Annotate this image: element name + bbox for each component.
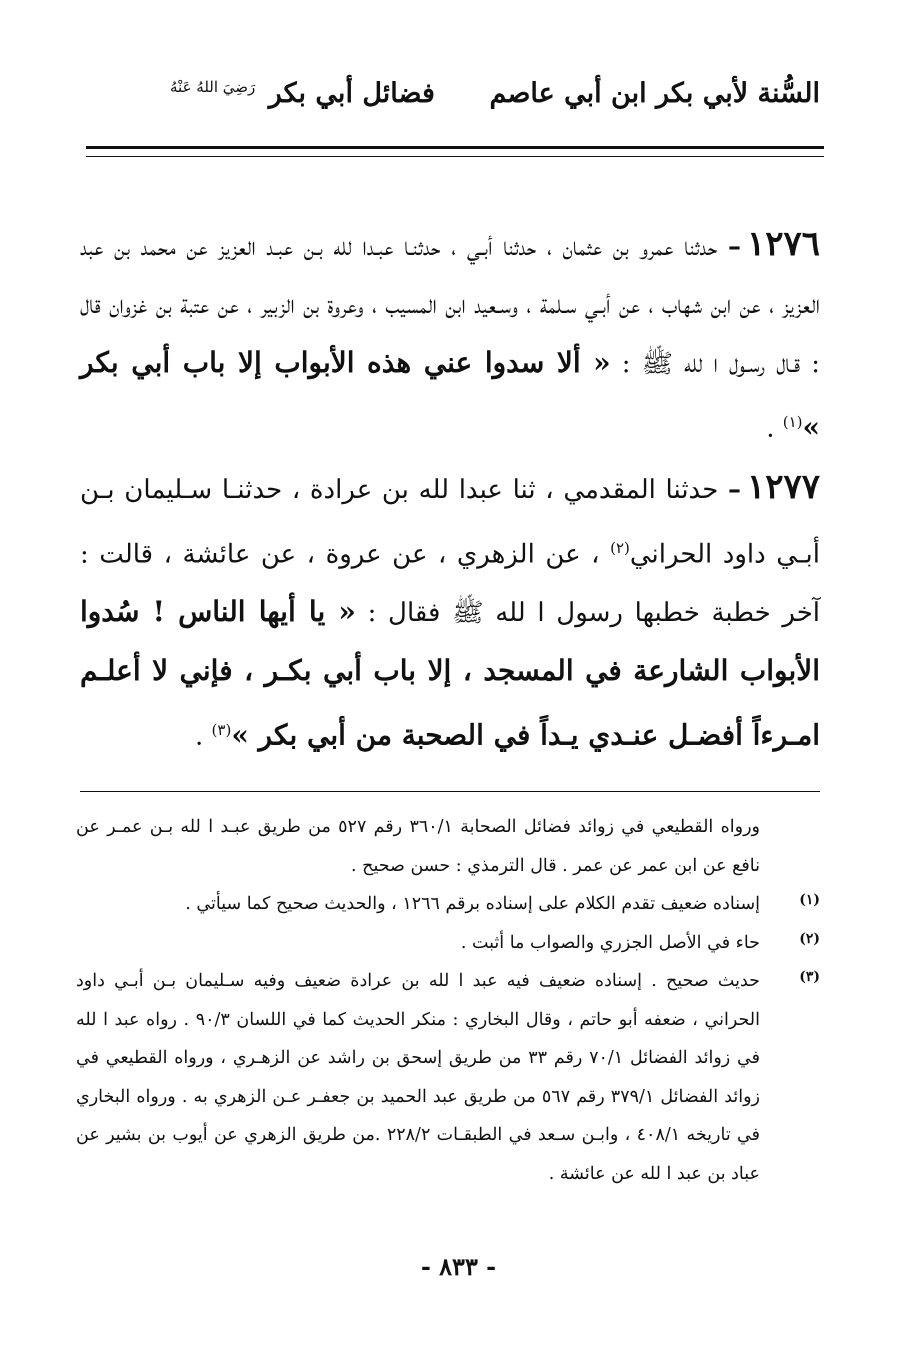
footnote-ref: (١) — [782, 413, 803, 431]
hadith-isnad-cont: ، عن الزهري ، عن عروة ، عن عائشة ، قالت : آخر خطبة خطبها رسول ا لله ﷺ فقال : — [80, 539, 821, 629]
book-title: السُّنة لأبي بكر ابن أبي عاصم — [489, 78, 820, 109]
hadith-matn: « يا أيها الناس ! سُدوا الأبواب الشارعة في المسجد ، إلا باب أبي بكـر ، فإني لا أعلـم امـرءاً أفضـل عنـدي يـداً في الصحبة من أبي بكر » — [80, 595, 820, 752]
footnote-text: حاء في الأصل الجزري والصواب ما أثبت . — [460, 932, 760, 953]
hadith-number: ١٢٧٧ — [746, 466, 820, 507]
footnote-separator — [80, 791, 820, 792]
hadith-end: . — [766, 413, 783, 444]
hadith-end: . — [195, 721, 212, 752]
hadith-1277 — [80, 458, 820, 766]
main-text — [80, 215, 820, 766]
page-number: - ٨٣٣ - — [420, 1252, 497, 1281]
footnote-text: إسناده ضعيف تقدم الكلام على إسناده برقم ١٢٦٦ ، والحديث صحيح كما سيأتي . — [185, 894, 760, 914]
footnote-ref: (٢) — [610, 538, 630, 557]
footnote-text: حديث صحيح . إسناده ضعيف فيه عبد ا لله بن عرادة ضعيف وفيه سـليمان بـن أبـي داود الحراني ، ضعفه أبو حاتم ، وقال البخاري : منكر الحديث كما في اللسان ٩٠/٣ . رواه عبد ا لله في زوائد الفضائل ٧٠/١ رقم ٣٣ من طريق إسحق بن راشد عن الزهـري ، ورواه القطيعي في زوائد الفضائل ٣٧٩/١ رقم ٥٦٧ من طريق عبد الحميد بن جعفـر عـن الزهري به . ورواه البخاري في تاريخه ٤٠٨/١ ، وابـن سـعد في الطبقـات ٢٢٨/٢ .من طريق الزهري عن أيوب بن بشير عن عباد بن عبد ا لله عن عائشة . — [76, 971, 761, 1184]
hadith-dash: – — [727, 474, 741, 505]
footnote-ref: (٣) — [211, 721, 232, 740]
hadith-dash: – — [727, 232, 741, 262]
hadith-isnad: حدثنا عمرو بن عثمان ، حدثنا أبـي ، حدثنـا عبـدا لله بـن عبـد العزيز عن محمد بن عبد العزيز ، عن ابن شهاب ، عن أبـي سـلمة ، وسـعيد ابن المسيب ، وعروة بن الزبير ، عن عتبة بن غزوان قال : قـال رسـول ا لله ﷺ : — [80, 232, 820, 379]
footnote-2 — [76, 924, 820, 963]
chapter-title-text: فضائل أبي بكر — [268, 78, 435, 109]
footnotes — [76, 808, 820, 1193]
page-header — [80, 78, 820, 128]
header-rule-thin — [86, 156, 824, 157]
hadith-matn: « ألا سدوا عني هذه الأبواب إلا باب أبي بكر » — [80, 346, 820, 444]
footnote-mark: (١) — [799, 892, 820, 908]
header-rule-thick — [86, 146, 824, 149]
hadith-isnad: حدثنا المقدمي ، ثنا عبدا لله بن عرادة ، حدثنـا سـليمان بـن أبـي داود الحراني — [80, 474, 820, 570]
footnote-mark: (٢) — [799, 930, 820, 947]
footnote-3 — [76, 962, 820, 1193]
chapter-title — [170, 78, 435, 109]
footnote-continuation: ورواه القطيعي في زوائد فضائل الصحابة ٣٦٠/١ رقم ٥٢٧ من طريق عبـد ا لله بـن عمـر عن نافع عن ابن عمر عن عمر . قال الترمذي : حسن صحيح . — [76, 817, 760, 876]
honorific-glyph: رَضِيَ اللهُ عَنْهُ — [170, 78, 256, 96]
footnote-1 — [76, 885, 820, 924]
footnote-mark: (٣) — [799, 969, 820, 985]
hadith-number: ١٢٧٦ — [746, 224, 820, 264]
hadith-1276 — [80, 215, 820, 458]
